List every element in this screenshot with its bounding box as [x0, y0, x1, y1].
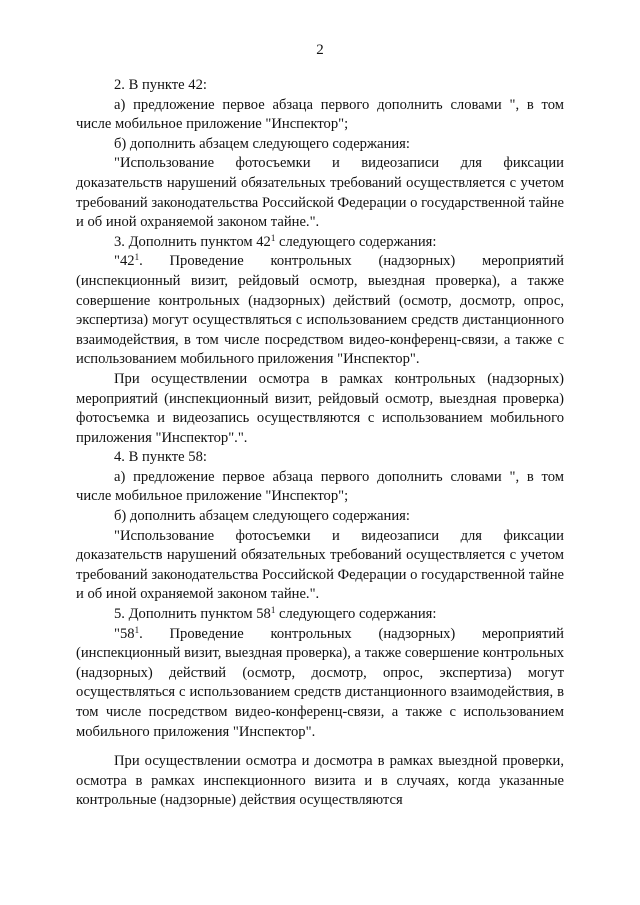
paragraph-clause-42-1-continued: При осуществлении осмотра в рамках контрольных (надзорных) мероприятий (инспекционный визит, рейдовый осмотр, выездная проверка) фотосъемка и видеозапись осуществляются с использованием мобильного приложения "Инспектор".".	[76, 370, 564, 446]
paragraph-text: 3. Дополнить пунктом 42	[114, 233, 271, 250]
paragraph-text: следующего содержания:	[275, 233, 437, 250]
paragraph-item-5-header	[76, 605, 564, 625]
paragraph-item-2a: а) предложение первое абзаца первого дополнить словами ", в том числе мобильное приложение "Инспектор";	[76, 96, 564, 133]
paragraph-text: следующего содержания:	[275, 606, 437, 623]
paragraph-clause-58-1	[76, 625, 564, 743]
paragraph-item-4b: б) дополнить абзацем следующего содержания:	[114, 508, 410, 525]
paragraph-text: "42	[114, 253, 135, 270]
paragraph-item-2-header: 2. В пункте 42:	[114, 77, 207, 93]
superscript: 1	[270, 605, 276, 616]
paragraph-item-4-header: 4. В пункте 58:	[114, 449, 207, 466]
paragraph-text: . Проведение контрольных (надзорных) мероприятий (инспекционный визит, рейдовый осмотр, выездная проверка), а также совершение контрольных (надзорных) действий (осмотр, досмотр, опрос, экспертиза) могут осуществляться с использованием средств дистанционного взаимодействия, в том числе посредством видео-конференц-связи, а также с использованием мобильного приложения "Инспектор".	[76, 253, 564, 368]
paragraph-clause-42-1	[76, 252, 564, 370]
superscript: 1	[134, 624, 140, 635]
paragraph-text: "58	[114, 625, 135, 642]
paragraph-item-4a: а) предложение первое абзаца первого дополнить словами ", в том числе мобильное приложение "Инспектор";	[76, 468, 564, 505]
page-number: 2	[316, 42, 324, 58]
paragraph-text: . Проведение контрольных (надзорных) мероприятий (инспекционный визит, выездная проверка), а также совершение контрольных (надзорных) действий (осмотр, досмотр, опрос, экспертиза) могут осуществляться с использованием средств дистанционного взаимодействия, в том числе посредством видео-конференц-связи, а также с использованием мобильного приложения "Инспектор".	[76, 625, 564, 740]
superscript: 1	[134, 252, 140, 263]
paragraph-item-2b: б) дополнить абзацем следующего содержания:	[114, 135, 410, 152]
paragraph-item-4b-quote: "Использование фотосъемки и видеозаписи для фиксации доказательств нарушений обязательных требований осуществляется с учетом требований законодательства Российской Федерации о государственной тайне и об иной охраняемой законом тайне.".	[76, 527, 564, 603]
document-body	[76, 76, 564, 811]
paragraph-text: 5. Дополнить пунктом 58	[114, 606, 271, 623]
paragraph-item-3-header	[76, 233, 564, 253]
paragraph-item-2b-quote: "Использование фотосъемки и видеозаписи для фиксации доказательств нарушений обязательных требований осуществляется с учетом требований законодательства Российской Федерации о государственной тайне и об иной охраняемой законом тайне.".	[76, 155, 564, 231]
paragraph-clause-58-1-continued: При осуществлении осмотра и досмотра в рамках выездной проверки, осмотра в рамках инспекционного визита и в случаях, когда указанные контрольные (надзорные) действия осуществляются	[76, 753, 564, 809]
superscript: 1	[270, 232, 276, 243]
